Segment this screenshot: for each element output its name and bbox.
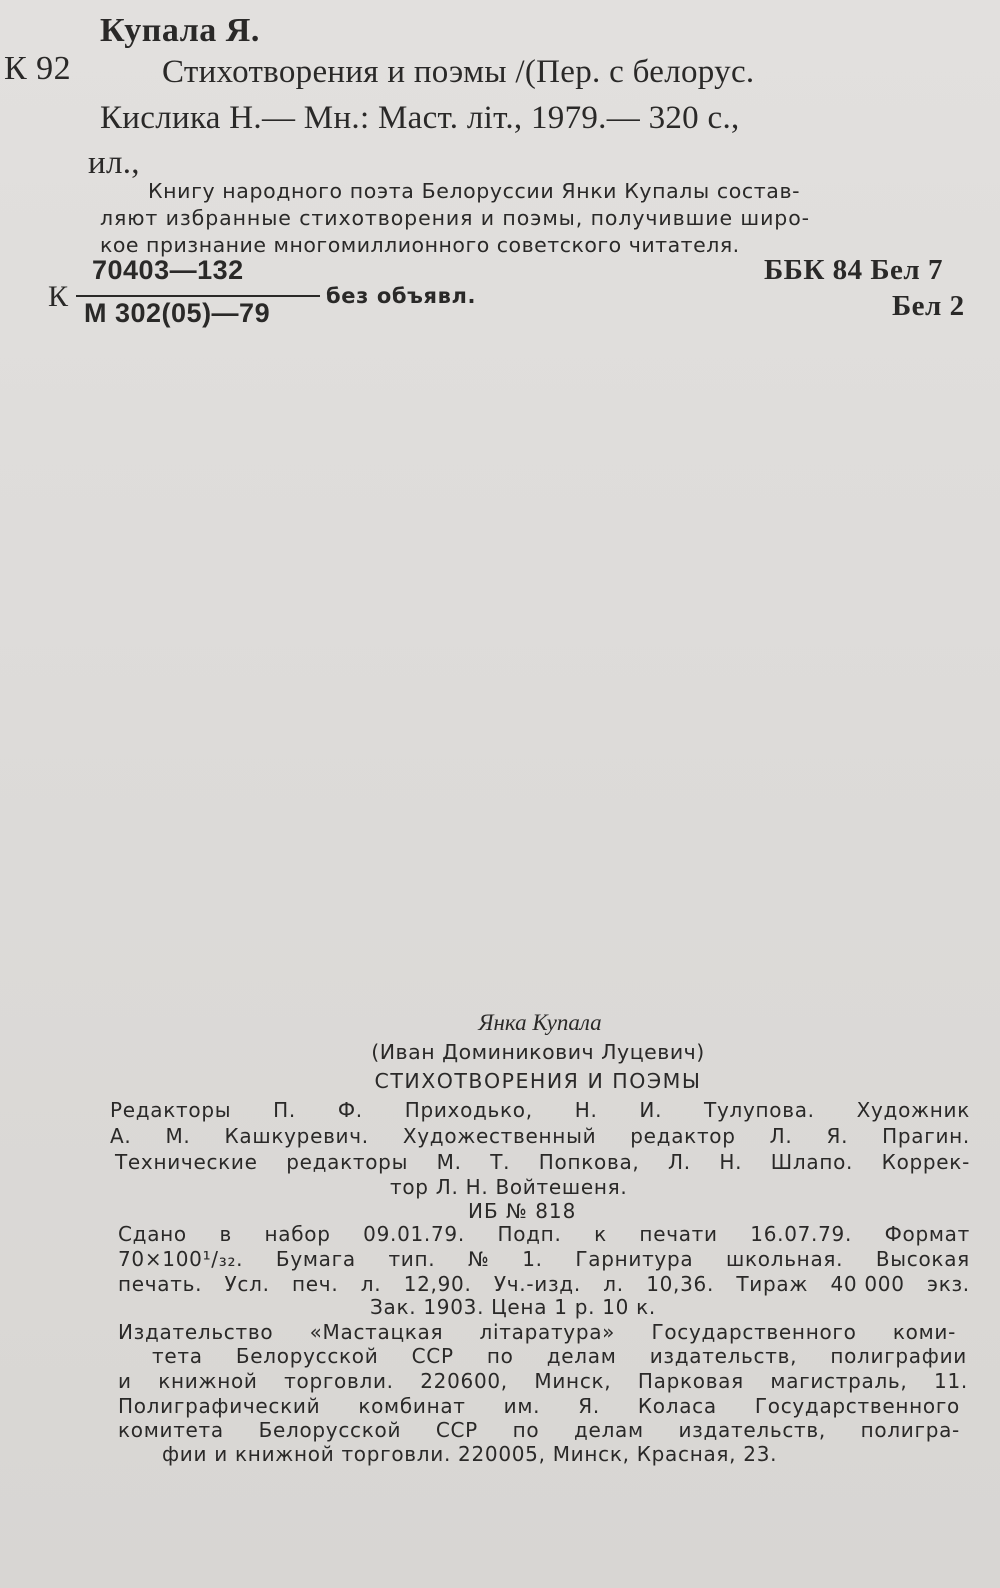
annotation-line-3: кое признание многомиллионного советского читателя. xyxy=(100,233,740,257)
word: издательств, xyxy=(678,1418,826,1442)
publisher-line-6: фии и книжной торговли. 220005, Минск, Красная, 23. xyxy=(162,1442,778,1466)
word: набор xyxy=(264,1222,331,1246)
word: Белорусской xyxy=(258,1418,402,1442)
imprint-real-name: (Иван Доминикович Луцевич) xyxy=(371,1040,705,1064)
annotation xyxy=(100,178,970,259)
annotation-line-2: ляют избранные стихотворения и поэмы, получившие широ- xyxy=(100,206,810,230)
word: 70×100¹/₃₂. xyxy=(118,1247,244,1271)
word: Шлапо. xyxy=(770,1150,854,1174)
word: Высокая xyxy=(875,1247,970,1271)
word: Тулупова. xyxy=(704,1098,815,1122)
print-line-2 xyxy=(118,1247,970,1271)
word: 11. xyxy=(934,1369,968,1393)
word: Попкова, xyxy=(538,1150,640,1174)
editors-line-2 xyxy=(110,1124,970,1148)
author-heading: Купала Я. xyxy=(100,12,260,49)
word: печать. xyxy=(118,1272,203,1296)
word: 1. xyxy=(522,1247,543,1271)
bbk-code: ББК 84 Бел 7 xyxy=(764,254,943,286)
word: Издательство xyxy=(118,1320,274,1344)
word: Подп. xyxy=(497,1222,562,1246)
word: школьная. xyxy=(726,1247,844,1271)
bel-code: Бел 2 xyxy=(892,290,965,322)
word: к xyxy=(594,1222,607,1246)
word: Бумага xyxy=(275,1247,356,1271)
word: Коласа xyxy=(637,1394,717,1418)
word: 10,36. xyxy=(646,1272,715,1296)
word: в xyxy=(219,1222,232,1246)
publisher-line-3 xyxy=(118,1369,968,1393)
imprint-title: СТИХОТВОРЕНИЯ И ПОЭМЫ xyxy=(374,1069,702,1093)
word: ССР xyxy=(411,1344,454,1368)
word: Формат xyxy=(884,1222,970,1246)
word: Т. xyxy=(490,1150,511,1174)
word: М. xyxy=(165,1124,191,1148)
word: Уч.-изд. xyxy=(493,1272,581,1296)
publisher-line-2 xyxy=(152,1344,967,1368)
word: 09.01.79. xyxy=(363,1222,465,1246)
word: печ. xyxy=(292,1272,339,1296)
print-line-1 xyxy=(118,1222,970,1246)
word: Сдано xyxy=(118,1222,187,1246)
word: Редакторы xyxy=(110,1098,232,1122)
word: полигра- xyxy=(860,1418,960,1442)
word: магистраль, xyxy=(770,1369,908,1393)
word: тета xyxy=(152,1344,203,1368)
word: Минск, xyxy=(534,1369,612,1393)
catalog-code: К 92 xyxy=(4,50,72,87)
word: Прагин. xyxy=(882,1124,970,1148)
entry-line-2: Кислика Н.— Мн.: Маст. літ., 1979.— 320 с., xyxy=(100,100,740,136)
word: печати xyxy=(639,1222,718,1246)
word: Гарнитура xyxy=(575,1247,694,1271)
print-line-3 xyxy=(118,1272,970,1296)
word: «Мастацкая xyxy=(309,1320,444,1344)
word: книжной xyxy=(158,1369,258,1393)
word: 40 000 xyxy=(830,1272,905,1296)
index-denominator: М 302(05)—79 xyxy=(84,298,271,328)
word: по xyxy=(486,1344,514,1368)
word: Л. xyxy=(769,1124,793,1148)
word: делам xyxy=(546,1344,617,1368)
word: Государственного xyxy=(651,1320,857,1344)
ib-number: ИБ № 818 xyxy=(468,1199,577,1223)
word: Усл. xyxy=(224,1272,270,1296)
word: Технические xyxy=(115,1150,258,1174)
word: Полиграфический xyxy=(118,1394,321,1418)
word: Кашкуревич. xyxy=(224,1124,369,1148)
word: комитета xyxy=(118,1418,224,1442)
print-line-4: Зак. 1903. Цена 1 р. 10 к. xyxy=(370,1295,656,1319)
word: Художественный xyxy=(402,1124,597,1148)
imprint-author: Янка Купала xyxy=(478,1010,602,1035)
publisher-line-5 xyxy=(118,1418,960,1442)
word: Л. xyxy=(668,1150,691,1174)
editors-line-3 xyxy=(115,1150,970,1174)
word: № xyxy=(468,1247,490,1271)
word: редактор xyxy=(630,1124,736,1148)
annotation-line-1: Книгу народного поэта Белоруссии Янки Купалы состав- xyxy=(148,179,801,203)
word: Парковая xyxy=(637,1369,744,1393)
word: ССР xyxy=(435,1418,478,1442)
publisher-line-4 xyxy=(118,1394,960,1418)
word: полиграфии xyxy=(830,1344,967,1368)
editors-line-1 xyxy=(110,1098,970,1122)
word: 12,90. xyxy=(403,1272,472,1296)
word: літаратура» xyxy=(479,1320,616,1344)
word: тип. xyxy=(388,1247,436,1271)
word: Ф. xyxy=(337,1098,363,1122)
word: им. xyxy=(503,1394,541,1418)
word: Белорусской xyxy=(235,1344,379,1368)
word: л. xyxy=(360,1272,382,1296)
word: л. xyxy=(603,1272,624,1296)
index-numerator: 70403—132 xyxy=(92,255,244,285)
word: торговли. xyxy=(284,1369,394,1393)
word: делам xyxy=(574,1418,644,1442)
entry-line-1: Стихотворения и поэмы /(Пер. с белорус. xyxy=(162,54,755,90)
word: издательств, xyxy=(649,1344,798,1368)
no-announcement-note: без объявл. xyxy=(326,284,477,308)
word: И. xyxy=(639,1098,663,1122)
word: 16.07.79. xyxy=(750,1222,853,1246)
word: по xyxy=(512,1418,540,1442)
word: Я. xyxy=(578,1394,600,1418)
word: 220600, xyxy=(420,1369,508,1393)
word: Н. xyxy=(719,1150,743,1174)
word: Я. xyxy=(826,1124,849,1148)
word: Коррек- xyxy=(881,1150,970,1174)
word: и xyxy=(118,1369,132,1393)
fraction-bar xyxy=(76,295,320,297)
index-letter: К xyxy=(48,280,69,313)
word: М. xyxy=(436,1150,462,1174)
word: А. xyxy=(110,1124,132,1148)
word: Тираж xyxy=(736,1272,809,1296)
word: Государственного xyxy=(754,1394,960,1418)
word: коми- xyxy=(892,1320,956,1344)
word: экз. xyxy=(927,1272,970,1296)
entry-line-3: ил., xyxy=(88,145,140,181)
editors-line-4: тор Л. Н. Войтешеня. xyxy=(390,1175,628,1199)
word: Н. xyxy=(574,1098,598,1122)
word: П. xyxy=(273,1098,296,1122)
word: редакторы xyxy=(286,1150,409,1174)
word: Приходько, xyxy=(404,1098,533,1122)
publisher-line-1 xyxy=(118,1320,956,1344)
word: Художник xyxy=(856,1098,970,1122)
word: комбинат xyxy=(358,1394,466,1418)
